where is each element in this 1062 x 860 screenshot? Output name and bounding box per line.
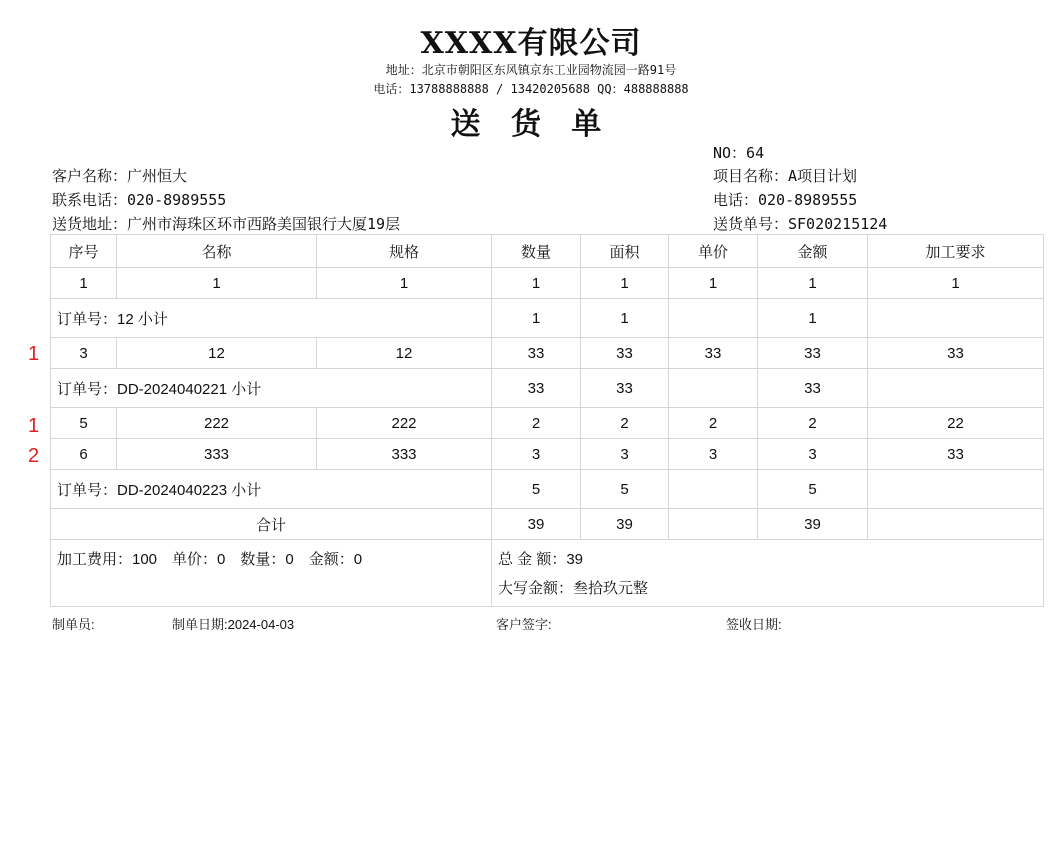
table-cell: 33 (669, 338, 758, 369)
company-name: XXXX有限公司 (420, 26, 642, 61)
subtotal-label: 订单号：DD-2024040221 小计 (51, 369, 492, 408)
table-cell: 3 (492, 439, 581, 470)
total-amount-text: 总 金 额：39 (498, 551, 584, 568)
table-header-row (51, 235, 1044, 268)
row-marker: 2 (28, 445, 40, 467)
subtotal-price (669, 470, 758, 509)
subtotal-amount: 1 (758, 299, 868, 338)
company-phone: 电话：13788888888 / 13420205688 QQ：488888888 (373, 82, 689, 96)
processing-fee: 加工费用：100 单价：0 数量：0 金额：0 (51, 540, 492, 607)
subtotal-qty: 1 (492, 299, 581, 338)
subtotal-amount: 5 (758, 470, 868, 509)
customer-name: 客户名称：广州恒大 (52, 167, 188, 185)
total-row (51, 509, 1044, 540)
table-cell: 3 (758, 439, 868, 470)
subtotal-qty: 5 (492, 470, 581, 509)
order-number: NO：64 (713, 144, 765, 162)
table-cell: 2 (492, 408, 581, 439)
customer-signature-label: 客户签字: (496, 617, 552, 632)
subtotal-area: 33 (581, 369, 669, 408)
subtotal-row (51, 369, 1044, 408)
table-cell: 1 (669, 268, 758, 299)
header-cell-qty: 数量 (492, 235, 581, 268)
header-cell-requirement: 加工要求 (868, 235, 1044, 268)
delivery-number: 送货单号：SF020215124 (713, 215, 888, 233)
table-cell: 3 (51, 338, 117, 369)
table-cell: 33 (758, 338, 868, 369)
table-cell: 333 (117, 439, 317, 470)
subtotal-label: 订单号：12 小计 (51, 299, 492, 338)
subtotal-row (51, 470, 1044, 509)
total-amount: 39 (758, 509, 868, 540)
header-cell-price: 单价 (669, 235, 758, 268)
subtotal-qty: 33 (492, 369, 581, 408)
subtotal-requirement (868, 299, 1044, 338)
table-cell: 3 (581, 439, 669, 470)
table-row (51, 439, 1044, 470)
contact-phone: 联系电话：020-8989555 (52, 191, 227, 209)
total-amount-words: 大写金额：叁拾玖元整 (498, 580, 649, 597)
subtotal-price (669, 369, 758, 408)
table-cell: 1 (317, 268, 492, 299)
subtotal-amount: 33 (758, 369, 868, 408)
header-cell-index: 序号 (51, 235, 117, 268)
total-requirement (868, 509, 1044, 540)
table-cell: 1 (117, 268, 317, 299)
table-cell: 1 (581, 268, 669, 299)
table-cell: 222 (317, 408, 492, 439)
total-amount-cell (492, 540, 1044, 607)
header-cell-name: 名称 (117, 235, 317, 268)
table-cell: 1 (51, 268, 117, 299)
table-cell: 33 (868, 439, 1044, 470)
delivery-address: 送货地址：广州市海珠区环市西路美国银行大厦19层 (52, 215, 401, 233)
table-cell: 333 (317, 439, 492, 470)
project-name: 项目名称：A项目计划 (713, 167, 858, 185)
table-cell: 6 (51, 439, 117, 470)
table-cell: 33 (581, 338, 669, 369)
subtotal-row (51, 299, 1044, 338)
total-label: 合计 (51, 509, 492, 540)
total-price (669, 509, 758, 540)
table-cell: 33 (492, 338, 581, 369)
table-cell: 5 (51, 408, 117, 439)
table-cell: 2 (581, 408, 669, 439)
table-cell: 1 (758, 268, 868, 299)
header-cell-amount: 金额 (758, 235, 868, 268)
table-cell: 1 (868, 268, 1044, 299)
maker-label: 制单员: (52, 617, 95, 632)
table-row (51, 338, 1044, 369)
subtotal-label: 订单号：DD-2024040223 小计 (51, 470, 492, 509)
table-cell: 22 (868, 408, 1044, 439)
table-row (51, 268, 1044, 299)
table-cell: 12 (317, 338, 492, 369)
subtotal-requirement (868, 369, 1044, 408)
row-marker: 1 (28, 415, 40, 437)
table-cell: 222 (117, 408, 317, 439)
delivery-table (50, 234, 1044, 607)
table-cell: 2 (669, 408, 758, 439)
document-title: 送 货 单 (450, 107, 612, 142)
project-phone: 电话：020-8989555 (713, 191, 858, 209)
table-cell: 33 (868, 338, 1044, 369)
header-cell-spec: 规格 (317, 235, 492, 268)
subtotal-area: 1 (581, 299, 669, 338)
receive-date-label: 签收日期: (726, 617, 782, 632)
subtotal-requirement (868, 470, 1044, 509)
total-area: 39 (581, 509, 669, 540)
company-address: 地址：北京市朝阳区东风镇京东工业园物流园一路91号 (385, 63, 677, 77)
fee-row (51, 540, 1044, 607)
total-qty: 39 (492, 509, 581, 540)
subtotal-price (669, 299, 758, 338)
table-row (51, 408, 1044, 439)
subtotal-area: 5 (581, 470, 669, 509)
table-cell: 12 (117, 338, 317, 369)
row-marker: 1 (28, 343, 40, 365)
order-date: 制单日期:2024-04-03 (172, 617, 295, 632)
table-cell: 3 (669, 439, 758, 470)
table-cell: 2 (758, 408, 868, 439)
header-cell-area: 面积 (581, 235, 669, 268)
table-cell: 1 (492, 268, 581, 299)
